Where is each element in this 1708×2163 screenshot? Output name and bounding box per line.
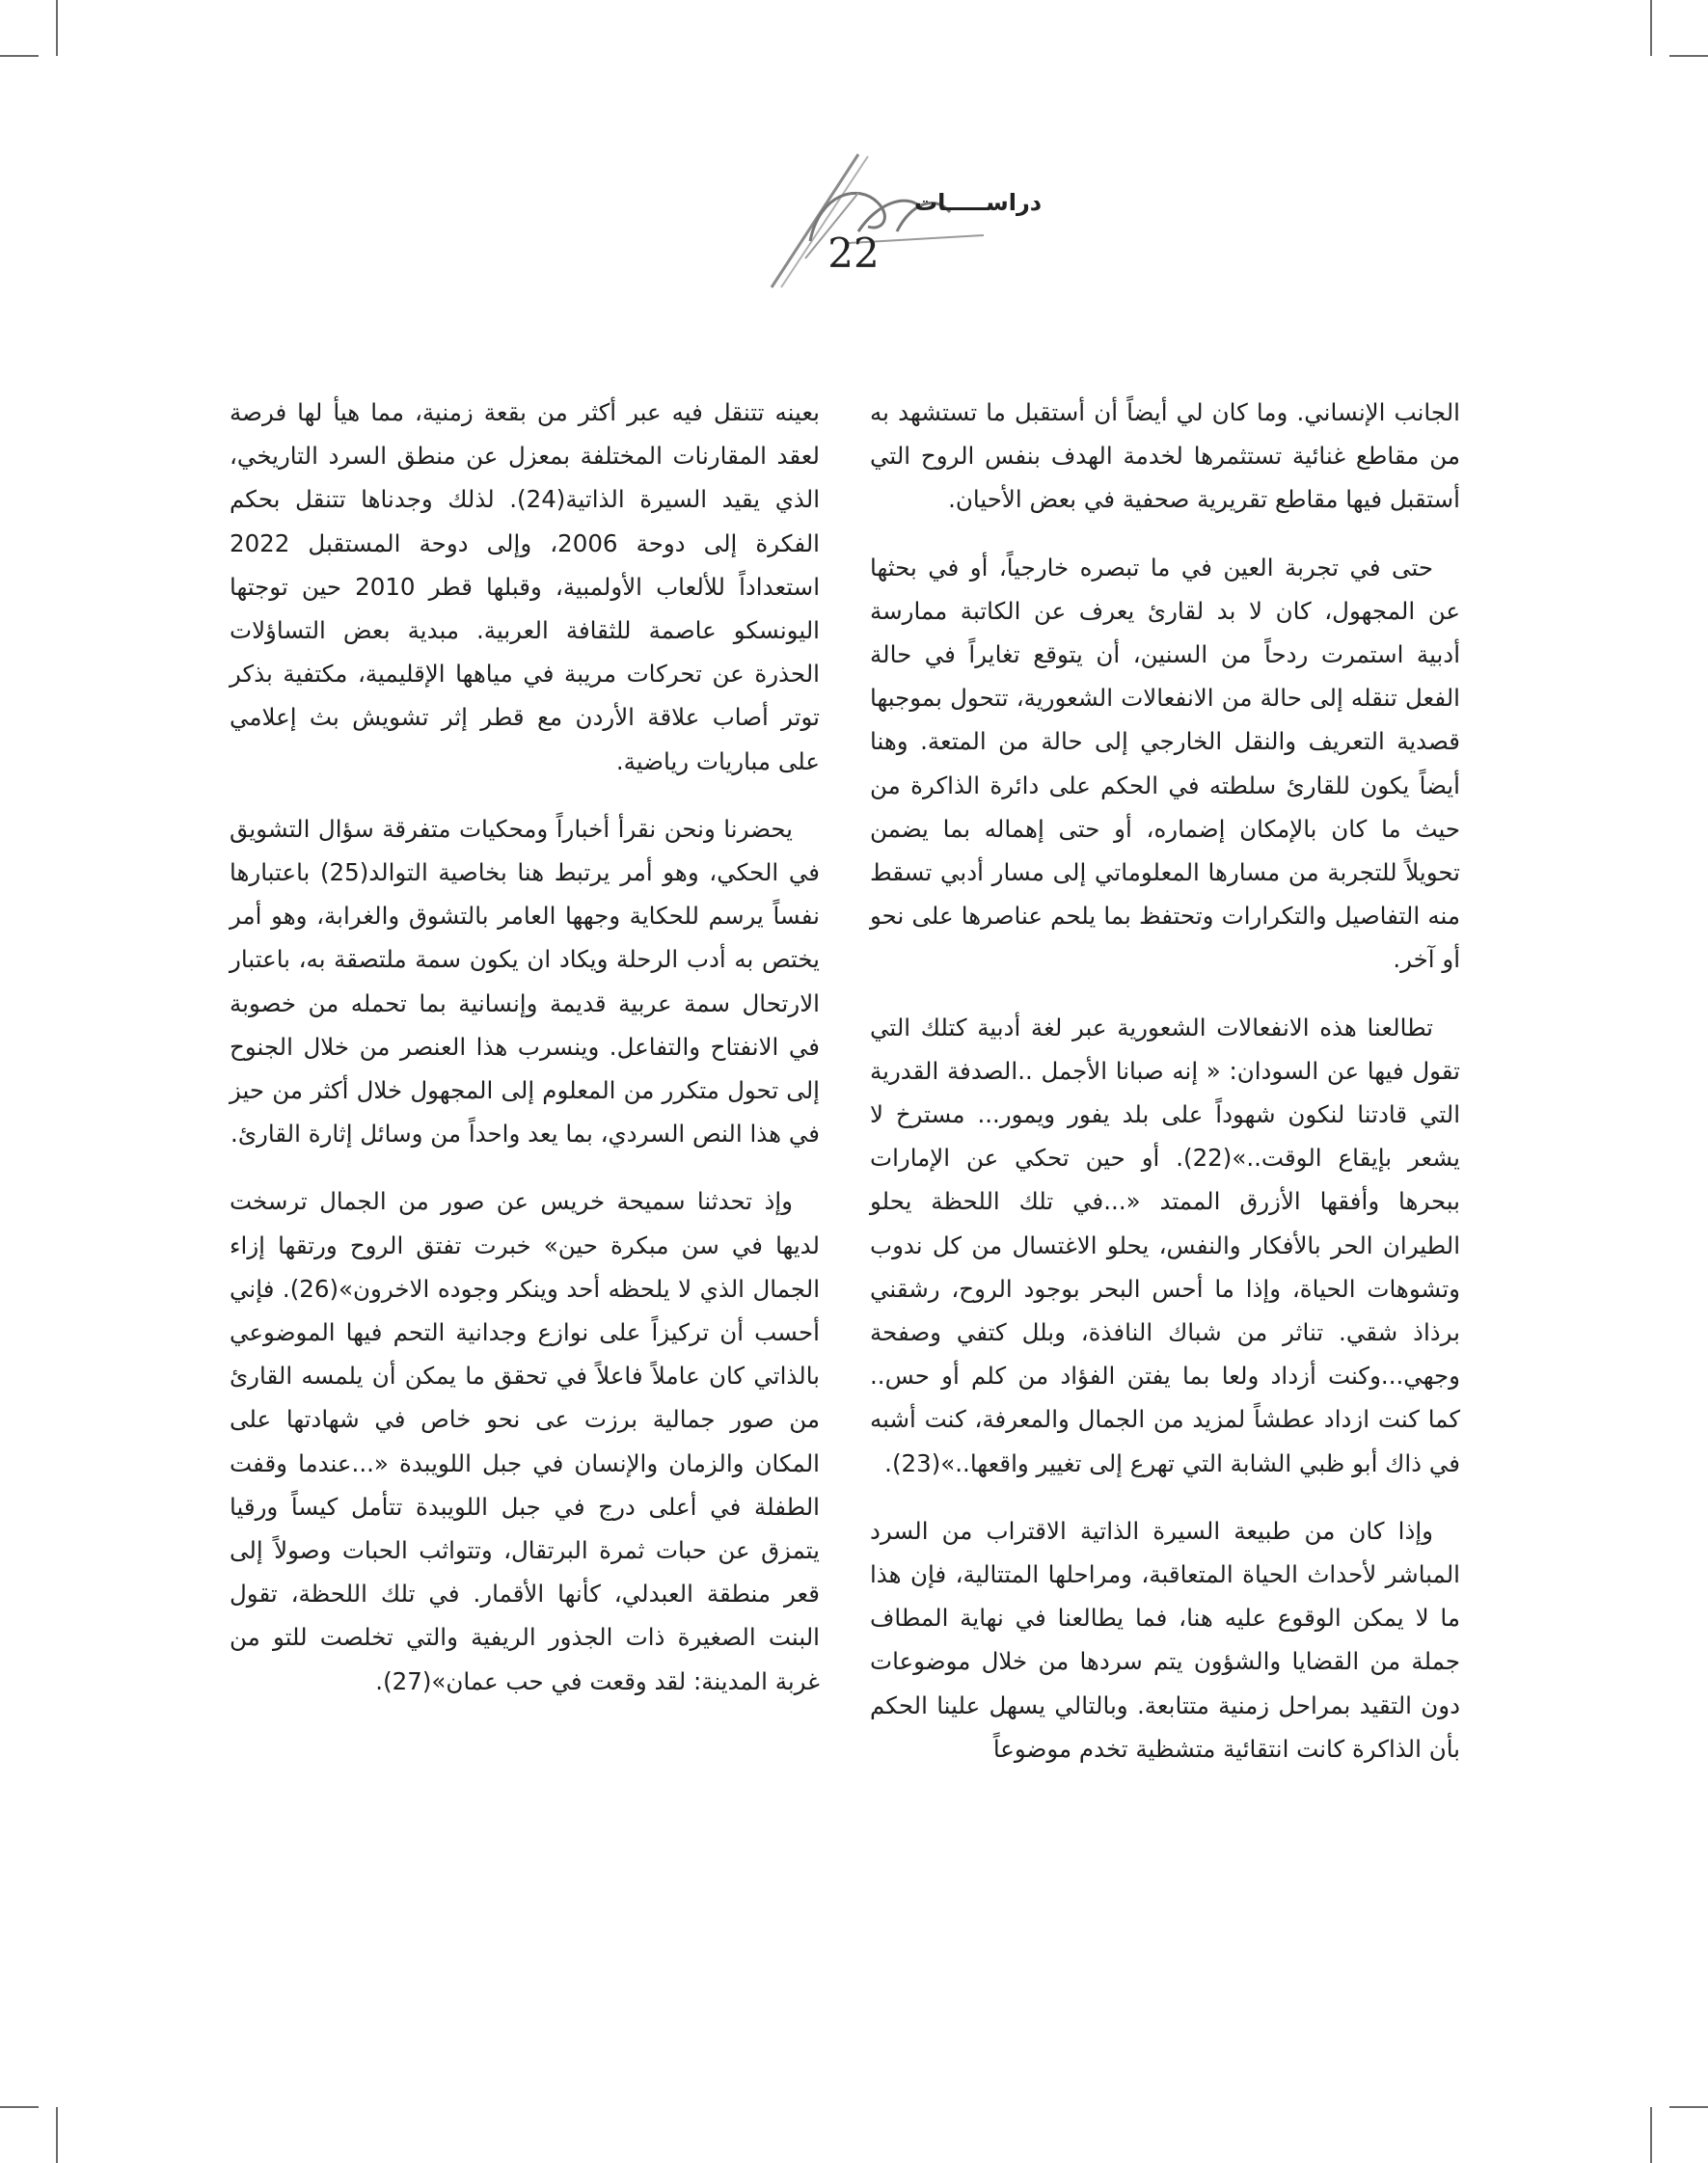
paragraph: بعينه تتنقل فيه عبر أكثر من بقعة زمنية، مما هيأ لها فرصة لعقد المقارنات المختلفة بمعزل عن منطق السرد التاريخي، الذي يقيد السيرة الذاتية(24). لذلك وجدناها تتنقل بحكم الفكرة إلى دوحة 2006، وإلى دوحة المستقبل 2022 استعداداً للألعاب الأولمبية، وقبلها قطر 2010 حين توجتها اليونسكو عاصمة للثقافة العربية. مبدية بعض التساؤلات الحذرة عن تحركات مريبة في مياهها الإقليمية، مكتفية بذكر توتر أصاب علاقة الأردن مع قطر إثر تشويش بث إعلامي على مباريات رياضية. xyxy=(230,398,821,775)
paragraph: وإذا كان من طبيعة السيرة الذاتية الاقتراب من السرد المباشر لأحداث الحياة المتعاقبة، ومراحلها المتتالية، فإن هذا ما لا يمكن الوقوع عليه هنا، فما يطالعنا في نهاية المطاف جملة من القضايا والشؤون يتم سردها من خلال موضوعات دون التقيد بمراحل زمنية متتابعة. وبالتالي يسهل علينا الحكم بأن الذاكرة كانت انتقائية متشظية تخدم موضوعاً xyxy=(870,1516,1460,1763)
paragraph: تطالعنا هذه الانفعالات الشعورية عبر لغة أدبية كتلك التي تقول فيها عن السودان: « إنه صبانا الأجمل ..الصدفة القدرية التي قادتنا لنكون شهوداً على بلد يفور ويمور... مسترخ لا يشعر بإيقاع الوقت..»(22). أو حين تحكي عن الإمارات ببحرها وأفقها الأزرق الممتد «...في تلك اللحظة يحلو الطيران الحر بالأفكار والنفس، يحلو الاغتسال من كل ندوب وتشوهات الحياة، وإذا ما أحس البحر بوجود الروح، رشقني برذاذ شقي. تناثر من شباك النافذة، وبلل كتفي وصفحة وجهي...وكنت أزداد ولعا بما يفتن الفؤاد من كلم أو حس.. كما كنت ازداد عطشاً لمزيد من الجمال والمعرفة، كنت أشبه في ذاك أبو ظبي الشابة التي تهرع إلى تغيير واقعها..»(23). xyxy=(870,1013,1460,1477)
section-label: دراســـــات xyxy=(914,189,1043,216)
page-header xyxy=(0,0,1708,318)
paragraph: وإذ تحدثنا سميحة خريس عن صور من الجمال ترسخت لديها في سن مبكرة حين» خبرت تفتق الروح ورتقها إزاء الجمال الذي لا يلحظه أحد وينكر وجوده الاخرون»(26). فإني أحسب أن تركيزاً على نوازع وجدانية التحم فيها الموضوعي بالذاتي كان عاملاً فاعلاً في تحقق ما يمكن أن يلمسه القارئ من صور جمالية برزت عى نحو خاص في شهادتها على المكان والزمان والإنسان في جبل اللويبدة «...عندما وقفت الطفلة في أعلى درج في جبل اللويبدة تتأمل كيساً ورقيا يتمزق عن حبات ثمرة البرتقال، وتتواثب الحبات وصولاً إلى قعر منطقة العبدلي، كأنها الأقمار. في تلك اللحظة، تقول البنت الصغيرة ذات الجذور الريفية والتي تخلصت للتو من غربة المدينة: لقد وقعت في حب عمان»(27). xyxy=(230,1187,820,1695)
paragraph: الجانب الإنساني. وما كان لي أيضاً أن أستقبل ما تستشهد به من مقاطع غنائية تستثمرها لخدمة الهدف بنفس الروح التي أستقبل فيها مقاطع تقريرية صحفية في بعض الأحيان. xyxy=(870,398,1460,514)
text-column-right xyxy=(870,391,1460,1795)
crop-mark-bottom-right-vertical xyxy=(1650,2107,1652,2163)
page-number: 22 xyxy=(827,230,880,277)
crop-mark-bottom-left-horizontal xyxy=(0,2106,39,2108)
crop-mark-bottom-right-horizontal xyxy=(1669,2106,1708,2108)
paragraph: يحضرنا ونحن نقرأ أخباراً ومحكيات متفرقة سؤال التشويق في الحكي، وهو أمر يرتبط هنا بخاصية التوالد(25) باعتبارها نفساً يرسم للحكاية وجهها العامر بالتشوق والغرابة، وهو أمر يختص به أدب الرحلة ويكاد ان يكون سمة ملتصقة به، باعتبار الارتحال سمة عربية قديمة وإنسانية بما تحمله من خصوبة في الانفتاح والتفاعل. وينسرب هذا العنصر من خلال الجنوح إلى تحول متكرر من المعلوم إلى المجهول خلال أكثر من حيز في هذا النص السردي، بما يعد واحداً من وسائل إثارة القارئ. xyxy=(230,814,820,1149)
paragraph: حتى في تجربة العين في ما تبصره خارجياً، أو في بحثها عن المجهول، كان لا بد لقارئ يعرف عن الكاتبة ممارسة أدبية استمرت ردحاً من السنين، أن يتوقع تغايراً في حالة الفعل تنقله إلى حالة من الانفعالات الشعورية، تتحول بموجبها قصدية التعريف والنقل الخارجي إلى حالة من المتعة. وهنا أيضاً يكون للقارئ سلطته في الحكم على دائرة الذاكرة من حيث ما كان بالإمكان إضماره، أو حتى إهماله بما يضمن تحويلاً للتجربة من مسارها المعلوماتي إلى مسار أدبي تسقط منه التفاصيل والتكرارات وتحتفظ بما يلحم عناصرها على نحو أو آخر. xyxy=(870,553,1460,974)
text-column-left xyxy=(230,391,820,1727)
crop-mark-bottom-left-vertical xyxy=(56,2107,58,2163)
